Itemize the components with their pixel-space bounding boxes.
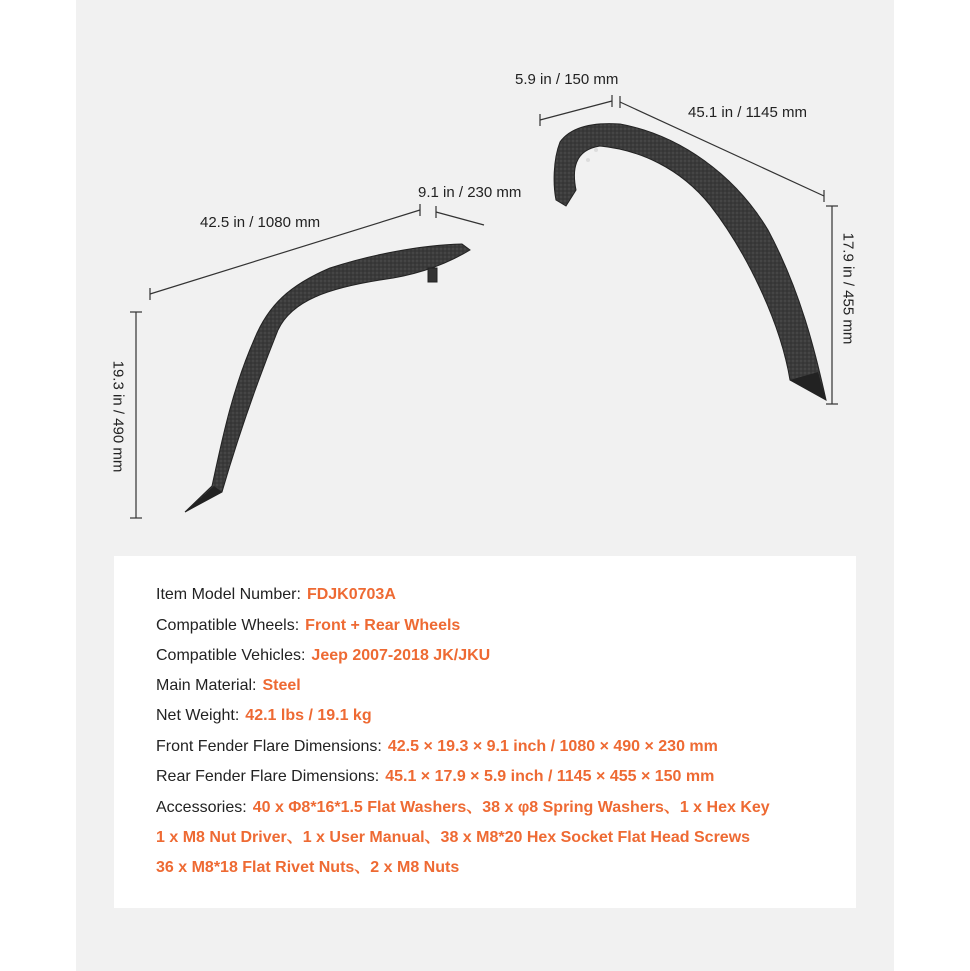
front-fender-flare (185, 244, 470, 512)
specs-card (114, 556, 856, 908)
spec-rear-dim-row (156, 766, 714, 788)
spec-label: Front Fender Flare Dimensions: (156, 738, 382, 755)
spec-weight-row (156, 705, 372, 727)
rear-width-label: 5.9 in / 150 mm (515, 71, 619, 88)
spec-vehicles-row (156, 645, 490, 667)
spec-accessories-row-3 (156, 857, 459, 879)
rear-length-label: 45.1 in / 1145 mm (688, 104, 807, 121)
spec-label: Net Weight: (156, 707, 240, 724)
spec-label: Main Material: (156, 677, 257, 694)
spec-value: 40 x Φ8*16*1.5 Flat Washers、38 x φ8 Spring Washers、1 x Hex Key (252, 799, 770, 816)
spec-value: Jeep 2007-2018 JK/JKU (311, 647, 491, 664)
spec-value: Steel (262, 677, 301, 694)
spec-value: 1 x M8 Nut Driver、1 x User Manual、38 x M8*20 Hex Socket Flat Head Screws (156, 829, 751, 846)
front-length-label: 42.5 in / 1080 mm (200, 214, 321, 231)
spec-value: 42.5 × 19.3 × 9.1 inch / 1080 × 490 × 230 mm (387, 738, 718, 755)
front-width-label: 9.1 in / 230 mm (418, 184, 522, 201)
spec-model-row (156, 584, 396, 606)
spec-accessories-row-2 (156, 827, 750, 849)
rear-width-line (540, 101, 612, 120)
spec-front-dim-row (156, 736, 718, 758)
spec-label: Accessories: (156, 799, 247, 816)
spec-value: Front + Rear Wheels (305, 617, 461, 634)
front-width-line (436, 212, 484, 225)
spec-accessories-row (156, 797, 770, 819)
spec-label: Item Model Number: (156, 586, 301, 603)
spec-value: 45.1 × 17.9 × 5.9 inch / 1145 × 455 × 150 mm (385, 768, 715, 785)
spec-label: Rear Fender Flare Dimensions: (156, 768, 380, 785)
spec-label: Compatible Wheels: (156, 617, 300, 634)
rear-height-label: 17.9 in / 455 mm (839, 232, 857, 345)
spec-value: FDJK0703A (306, 586, 396, 603)
rear-fender-flare (554, 124, 826, 400)
spec-value: 36 x M8*18 Flat Rivet Nuts、2 x M8 Nuts (156, 859, 460, 876)
spec-value: 42.1 lbs / 19.1 kg (245, 707, 372, 724)
spec-wheels-row (156, 615, 460, 637)
front-height-label: 19.3 in / 490 mm (109, 360, 127, 473)
spec-material-row (156, 675, 301, 697)
spec-label: Compatible Vehicles: (156, 647, 306, 664)
